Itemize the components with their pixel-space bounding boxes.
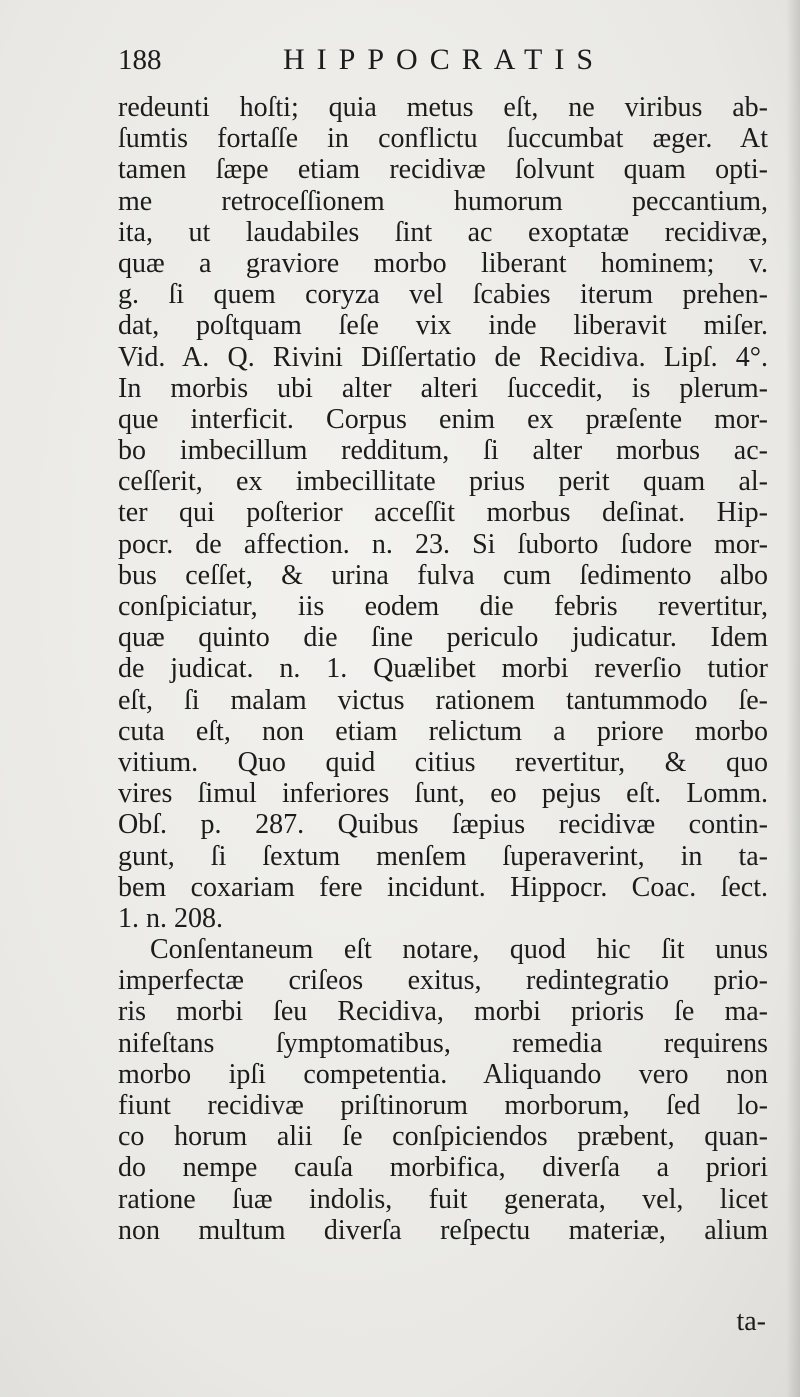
text-line: me retroceſſionem humorum peccantium, <box>118 185 768 217</box>
text-line: pocr. de affection. n. 23. Si ſuborto ſudore mor- <box>118 528 768 560</box>
page-number: 188 <box>118 44 162 76</box>
text-line: g. ſi quem coryza vel ſcabies iterum prehen- <box>118 279 768 311</box>
text-line: dat, poſtquam ſeſe vix inde liberavit miſer. <box>118 310 768 342</box>
text-line: que interficit. Corpus enim ex præſente mor- <box>118 403 768 435</box>
text-line: vires ſimul inferiores ſunt, eo pejus eſt. Lomm. <box>118 778 768 810</box>
catchword: ta- <box>736 1306 766 1337</box>
text-line: In morbis ubi alter alteri ſuccedit, is plerum- <box>118 372 768 404</box>
text-line: cuta eſt, non etiam relictum a priore morbo <box>118 715 768 747</box>
text-line: quæ quinto die ſine periculo judicatur. Idem <box>118 622 768 654</box>
page-header <box>118 40 748 80</box>
text-line: ratione ſuæ indolis, fuit generata, vel, licet <box>118 1183 768 1215</box>
text-line: quæ a graviore morbo liberant hominem; v. <box>118 247 768 279</box>
text-line: ceſſerit, ex imbecillitate prius perit quam al- <box>118 466 768 498</box>
text-line: Obſ. p. 287. Quibus ſæpius recidivæ contin- <box>118 809 768 841</box>
text-line: 1. n. 208. <box>118 902 223 934</box>
text-line: morbo ipſi competentia. Aliquando vero non <box>118 1058 768 1090</box>
text-line: imperfectæ criſeos exitus, redintegratio prio- <box>118 965 768 997</box>
text-line: vitium. Quo quid citius revertitur, & quo <box>118 746 768 778</box>
text-line: do nempe cauſa morbifica, diverſa a priori <box>118 1152 768 1184</box>
text-line: tamen ſæpe etiam recidivæ ſolvunt quam opti- <box>118 154 768 186</box>
running-head: HIPPOCRATIS <box>283 43 606 76</box>
text-line: ris morbi ſeu Recidiva, morbi prioris ſe ma- <box>118 996 768 1028</box>
text-line: co horum alii ſe conſpiciendos præbent, quan- <box>118 1121 768 1153</box>
text-line: conſpiciatur, iis eodem die febris revertitur, <box>118 591 768 622</box>
text-line: ter qui poſterior acceſſit morbus deſinat. Hip- <box>118 497 768 529</box>
text-line: ſumtis fortaſſe in conflictu ſuccumbat æger. At <box>118 123 768 155</box>
text-line: bem coxariam fere incidunt. Hippocr. Coac. ſect. <box>118 871 768 903</box>
text-line: eſt, ſi malam victus rationem tantummodo ſe- <box>118 684 768 716</box>
text-line: Vid. A. Q. Rivini Diſſertatio de Recidiva. Lipſ. 4°. <box>118 341 768 373</box>
paragraph-start-line: Conſentaneum eſt notare, quod hic ſit unus <box>150 934 768 966</box>
body-text <box>118 92 768 1246</box>
page-edge-shadow <box>786 0 800 1397</box>
text-line: fiunt recidivæ priſtinorum morborum, ſed lo- <box>118 1090 768 1121</box>
text-line: redeunti hoſti; quia metus eſt, ne viribus ab- <box>118 92 768 123</box>
text-line: non multum diverſa reſpectu materiæ, alium <box>118 1214 768 1246</box>
text-line: ita, ut laudabiles ſint ac exoptatæ recidivæ, <box>118 216 768 248</box>
text-line: bus ceſſet, & urina fulva cum ſedimento albo <box>118 559 768 591</box>
text-line: de judicat. n. 1. Quælibet morbi reverſio tutior <box>118 653 768 685</box>
text-line: bo imbecillum redditum, ſi alter morbus ac- <box>118 435 768 467</box>
text-line: nifeſtans ſymptomatibus, remedia requirens <box>118 1027 768 1059</box>
text-line: gunt, ſi ſextum menſem ſuperaverint, in ta- <box>118 840 768 872</box>
